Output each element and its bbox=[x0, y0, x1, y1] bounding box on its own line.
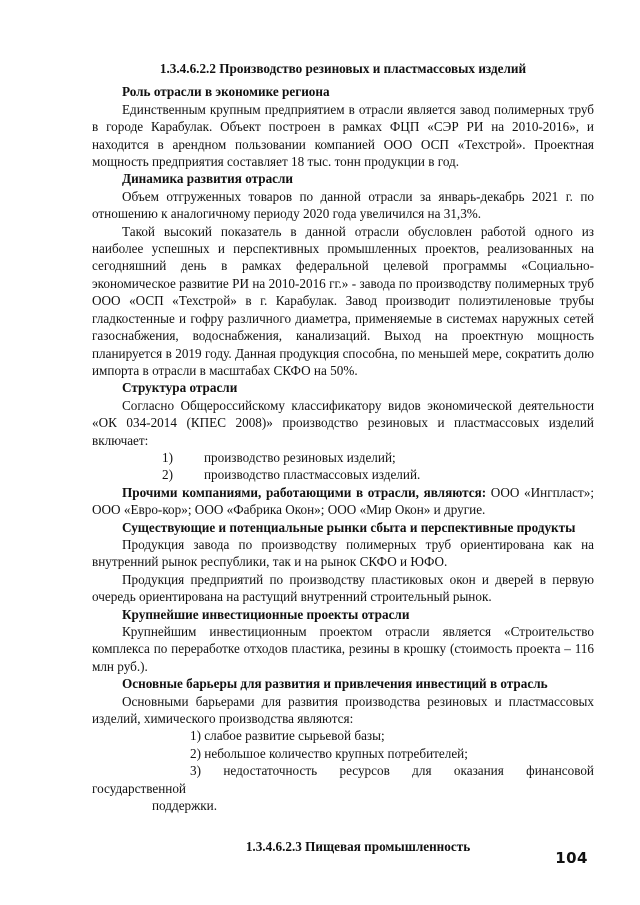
list-item-continuation: поддержки. bbox=[152, 798, 218, 814]
heading-structure: Структура отрасли bbox=[122, 380, 238, 396]
list-item-text: производство пластмассовых изделий. bbox=[204, 467, 421, 483]
list-item-text: производство резиновых изделий; bbox=[204, 449, 396, 465]
paragraph-markets-1: Продукция завода по производству полимерных труб ориентирована как на внутренний рынок республики, так и на рынок СКФО и ЮФО. bbox=[92, 536, 594, 570]
structure-list bbox=[92, 449, 594, 484]
paragraph-role: Единственным крупным предприятием в отрасли является завод полимерных труб в городе Карабулак. Объект построен в рамках ФЦП «СЭР РИ на 2010-2016», и находится в арендном пользовании компанией ООО ОСП «Техстрой». Проектная мощность предприятия составляет 18 тыс. тонн продукции в год. bbox=[92, 101, 594, 170]
paragraph-structure: Согласно Общероссийскому классификатору видов экономической деятельности «ОК 034-2014 (КПЕС 2008)» производство резиновых и пластмассовых изделий включает: bbox=[92, 397, 594, 448]
paragraph-dynamics-2: Такой высокий показатель в данной отрасли обусловлен работой одного из наиболее успешных и перспективных промышленных проектов, реализованных на сегодняшний день в рамках федеральной целевой программы «Социально-экономическое развитие РИ на 2010-2016 гг.» - завода по производству полимерных труб ООО «ОСП «Техстрой» в г. Карабулак. Завод производит полиэтиленовые трубы гладкостенные и гофру различного диаметра, применяемые в системах наружных сетей газоснабжения, водоснабжения, канализаций. Выход на проектную мощность планируется в 2019 году. Данная продукция способна, по меньшей мере, сократить долю импорта в отрасли в масштабах СКФО на 50%. bbox=[92, 223, 594, 378]
barriers-list bbox=[92, 727, 594, 814]
list-item bbox=[92, 466, 594, 483]
list-item: 3) недостаточность ресурсов для оказания финансовой государственной bbox=[92, 763, 594, 796]
heading-markets: Существующие и потенциальные рынки сбыта и перспективные продукты bbox=[122, 519, 576, 535]
list-item-number: 2) bbox=[162, 467, 173, 483]
heading-barriers: Основные барьеры для развития и привлечения инвестиций в отрасль bbox=[122, 676, 548, 692]
paragraph-dynamics-1: Объем отгруженных товаров по данной отрасли за январь-декабрь 2021 г. по отношению к аналогичному периоду 2020 года увеличился на 31,3%. bbox=[92, 188, 594, 222]
next-section-title: 1.3.4.6.2.3 Пищевая промышленность bbox=[245, 839, 471, 855]
list-item: 2) небольшое количество крупных потребителей; bbox=[190, 745, 468, 761]
heading-role: Роль отрасли в экономике региона bbox=[122, 84, 330, 100]
other-companies-lead: Прочими компаниями, работающими в отрасли, являются: bbox=[122, 484, 487, 500]
list-item bbox=[92, 449, 594, 466]
other-companies-list: ООО «Ингпласт»; ООО «Евро-кор»; ООО «Фабрика Окон»; ООО «Мир Окон» и другие. bbox=[92, 484, 594, 518]
heading-investment-projects: Крупнейшие инвестиционные проекты отрасли bbox=[122, 606, 410, 622]
heading-dynamics: Динамика развития отрасли bbox=[122, 171, 294, 187]
list-item: 1) слабое развитие сырьевой базы; bbox=[190, 728, 385, 744]
paragraph-barriers: Основными барьерами для развития производства резиновых и пластмассовых изделий, химического производства являются: bbox=[92, 693, 594, 727]
page-number: 104 bbox=[555, 849, 588, 867]
section-title: 1.3.4.6.2.2 Производство резиновых и пластмассовых изделий bbox=[159, 61, 527, 76]
paragraph-other-companies bbox=[92, 484, 594, 519]
list-item-number: 1) bbox=[162, 449, 173, 465]
page-content bbox=[92, 60, 594, 856]
paragraph-markets-2: Продукция предприятий по производству пластиковых окон и дверей в первую очередь ориентирована на растущий внутренний строительный рынок. bbox=[92, 571, 594, 605]
paragraph-investment-projects: Крупнейшим инвестиционным проектом отрасли является «Строительство комплекса по переработке отходов пластика, резины в крошку (стоимость проекта – 116 млн руб.). bbox=[92, 624, 594, 674]
